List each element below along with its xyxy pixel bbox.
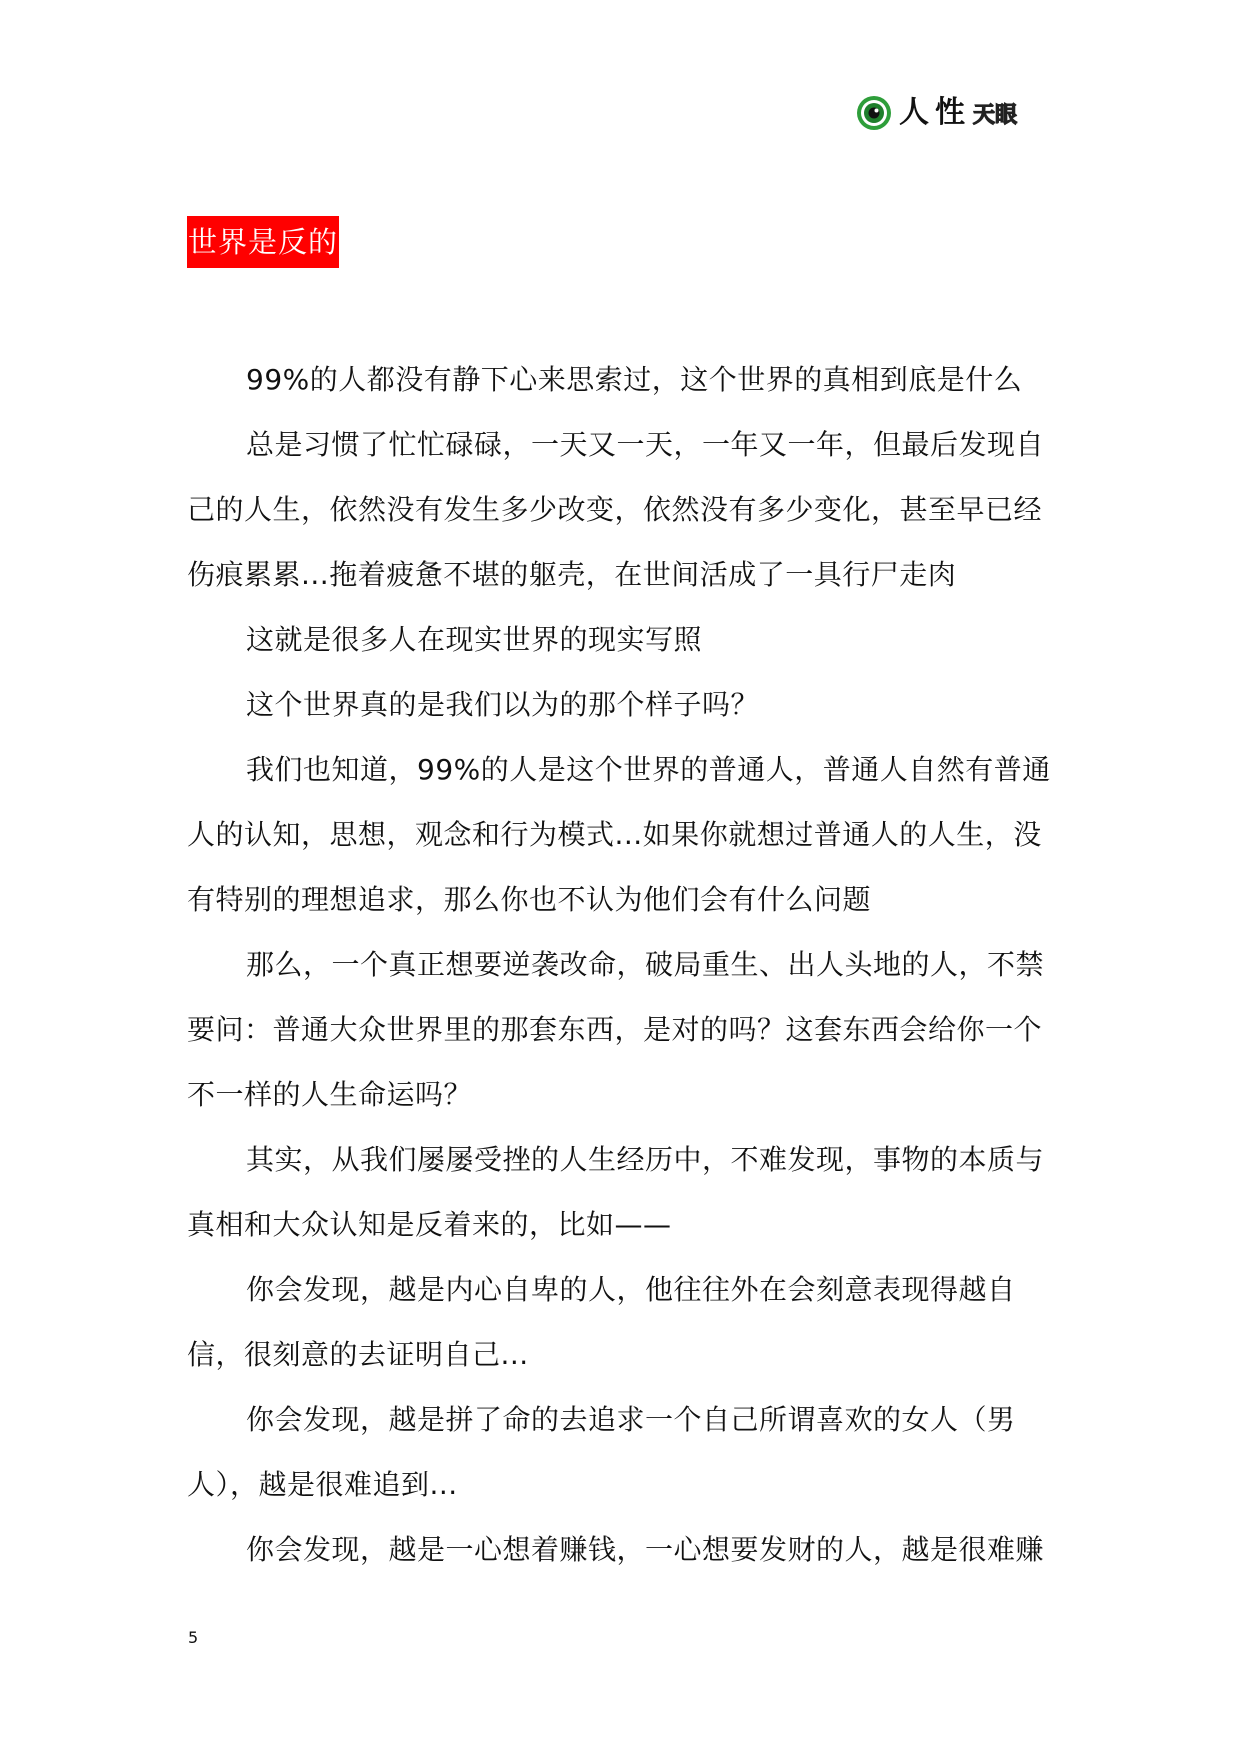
paragraph: 我们也知道，99%的人是这个世界的普通人，普通人自然有普通人的认知，思想，观念和行为模式...如果你就想过普通人的人生，没有特别的理想追求，那么你也不认为他们会有什么问题 <box>187 753 1051 916</box>
eye-logo-icon <box>855 94 893 132</box>
paragraph: 总是习惯了忙忙碌碌，一天又一天，一年又一年，但最后发现自己的人生，依然没有发生多少改变，依然没有多少变化，甚至早已经伤痕累累...拖着疲惫不堪的躯壳，在世间活成了一具行尸走肉 <box>187 428 1045 591</box>
paragraph: 你会发现，越是内心自卑的人，他往往外在会刻意表现得越自信，很刻意的去证明自己... <box>187 1273 1016 1371</box>
paragraph: 你会发现，越是拼了命的去追求一个自己所谓喜欢的女人（男人），越是很难追到... <box>187 1403 1016 1501</box>
logo-main-text: 人性 <box>899 95 971 130</box>
section-title: 世界是反的 <box>187 216 339 268</box>
article-body <box>187 347 1057 1582</box>
logo-sub-text: 天眼 <box>973 103 1018 128</box>
paragraph: 那么，一个真正想要逆袭改命，破局重生、出人头地的人，不禁要问：普通大众世界里的那套东西，是对的吗？这套东西会给你一个不一样的人生命运吗？ <box>187 948 1045 1111</box>
paragraph: 其实，从我们屡屡受挫的人生经历中，不难发现，事物的本质与真相和大众认知是反着来的，比如—— <box>187 1143 1045 1241</box>
paragraph: 你会发现，越是一心想着赚钱，一心想要发财的人，越是很难赚 <box>246 1533 1045 1566</box>
page-number: 5 <box>188 1628 199 1647</box>
brand-logo <box>855 92 1017 134</box>
paragraph: 99%的人都没有静下心来思索过，这个世界的真相到底是什么 <box>246 363 1023 396</box>
paragraph: 这就是很多人在现实世界的现实写照 <box>246 623 703 656</box>
paragraph: 这个世界真的是我们以为的那个样子吗？ <box>246 688 760 721</box>
